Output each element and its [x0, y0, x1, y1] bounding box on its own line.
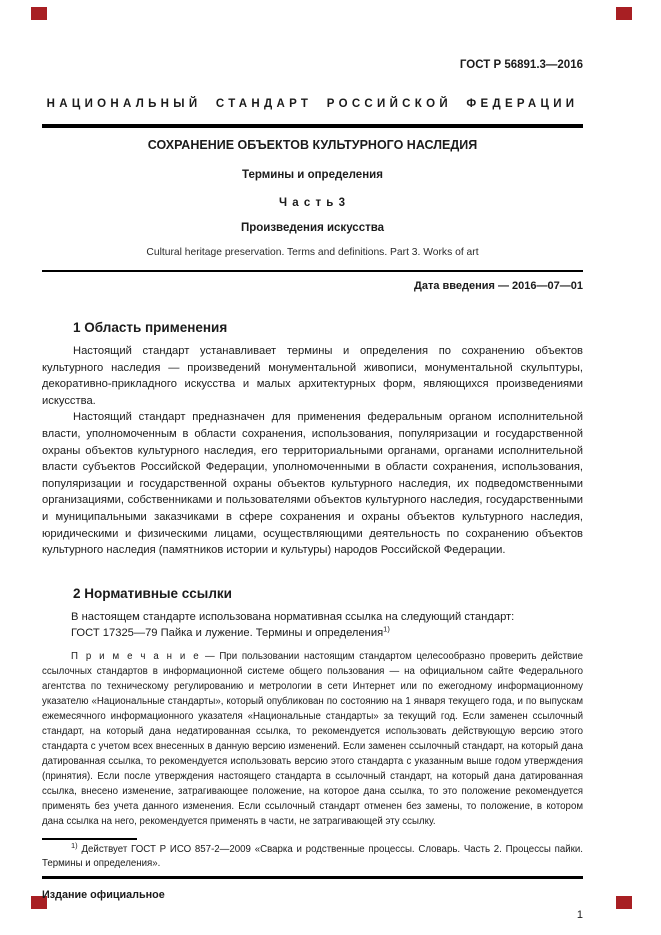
subheader-rule: [42, 270, 583, 272]
references-intro: В настоящем стандарте использована нормативная ссылка на следующий стандарт:: [71, 610, 515, 623]
page-content: [42, 0, 583, 922]
title-part-name: Произведения искусства: [240, 222, 385, 234]
footnote-rule: [42, 838, 137, 840]
title-main: СОХРАНЕНИЕ ОБЪЕКТОВ КУЛЬТУРНОГО НАСЛЕДИЯ: [147, 138, 478, 152]
title-terms: Термины и определения: [242, 169, 383, 181]
scope-paragraph: Настоящий стандарт устанавливает термины и определения по сохранению объектов культурного наследия — произведений монументальной живописи, монументальной скульптуры, декоративно-прикладного искусства и малых архитектурных форм, являющихся произведениями искусства.: [42, 345, 583, 407]
title-block: [42, 138, 583, 259]
note-label: П р и м е ч а н и е: [71, 651, 201, 663]
corner-mark-top-right: [616, 7, 632, 20]
title-part: Ч а с т ь 3: [279, 197, 346, 209]
note: [42, 649, 583, 829]
reference-entry-text: ГОСТ 17325—79 Пайка и лужение. Термины и определения: [71, 626, 384, 639]
official-edition-label: Издание официальное: [42, 889, 165, 902]
footnote: [42, 840, 584, 870]
footnote-marker: 1): [71, 840, 78, 850]
bottom-rule: [42, 876, 583, 879]
title-english: Cultural heritage preservation. Terms and definitions. Part 3. Works of art: [146, 247, 479, 258]
references-body: [42, 609, 583, 641]
doc-number: ГОСТ Р 56891.3—2016: [459, 59, 583, 71]
effective-date: Дата введения — 2016—07—01: [414, 280, 583, 292]
note-text: — При пользовании настоящим стандартом целесообразно проверить действие ссылочных стандартов в информационной системе общего пользования — на официальном сайте Федерального агентства по техническому регулированию и метрологии в сети Интернет или по ежегодному информационному указателю «Национальные стандарты», который опубликован по состоянию на 1 января текущего года, и по выпускам ежемесячного информационного указателя «Национальные стандарты» за текущий год. Если заменен ссылочный стандарт, на который дана недатированная ссылка, то рекомендуется использовать действующую версию этого стандарта с учетом всех внесенных в данную версию изменений. Если заменен ссылочный стандарт, на который дана датированная ссылка, то рекомендуется использовать версию этого стандарта с указанным выше годом утверждения (принятия). Если после утверждения настоящего стандарта в ссылочный стандарт, на который дана датированная ссылка, внесено изменение, затрагивающее положение, на которое дана ссылка, то это положение рекомендуется применять без учета данного изменения. Если ссылочный стандарт отменен без замены, то положение, в котором дана ссылка на него, рекомендуется применять в части, не затрагивающей эту ссылку.: [42, 651, 583, 828]
footnote-marker-sup: 1): [383, 624, 390, 634]
national-standard-banner: НАЦИОНАЛЬНЫЙ СТАНДАРТ РОССИЙСКОЙ ФЕДЕРАЦИИ: [46, 98, 579, 110]
page-number: 1: [576, 909, 583, 922]
scope-heading: 1 Область применения: [73, 320, 228, 335]
scope-paragraph: Настоящий стандарт предназначен для применения федеральным органом исполнительной власти, уполномоченным в области сохранения, использования, популяризации и государственной охраны объектов культурного наследия, его территориальными органами, органами исполнительной власти субъектов Российской Федерации, уполномоченными в области сохранения, использования, популяризации и государственной охраны объектов культурного наследия, их подведомственными организациями, собственниками и пользователями объектов культурного наследия, государственными и муниципальными заказчиками в сфере сохранения и охраны объектов культурного наследия, юридическими и физическими лицами, осуществляющими деятельность по сохранению объектов культурного наследия (памятников истории и культуры) народов Российской Федерации.: [42, 411, 583, 557]
scope-body: [42, 343, 583, 559]
references-heading: 2 Нормативные ссылки: [73, 585, 232, 601]
header-rule: [42, 124, 583, 128]
corner-mark-bottom-right: [616, 896, 632, 909]
footnote-text: Действует ГОСТ Р ИСО 857-2—2009 «Сварка и родственные процессы. Словарь. Часть 2. Процессы пайки. Термины и определения».: [42, 844, 584, 869]
reference-entry: [42, 625, 583, 641]
